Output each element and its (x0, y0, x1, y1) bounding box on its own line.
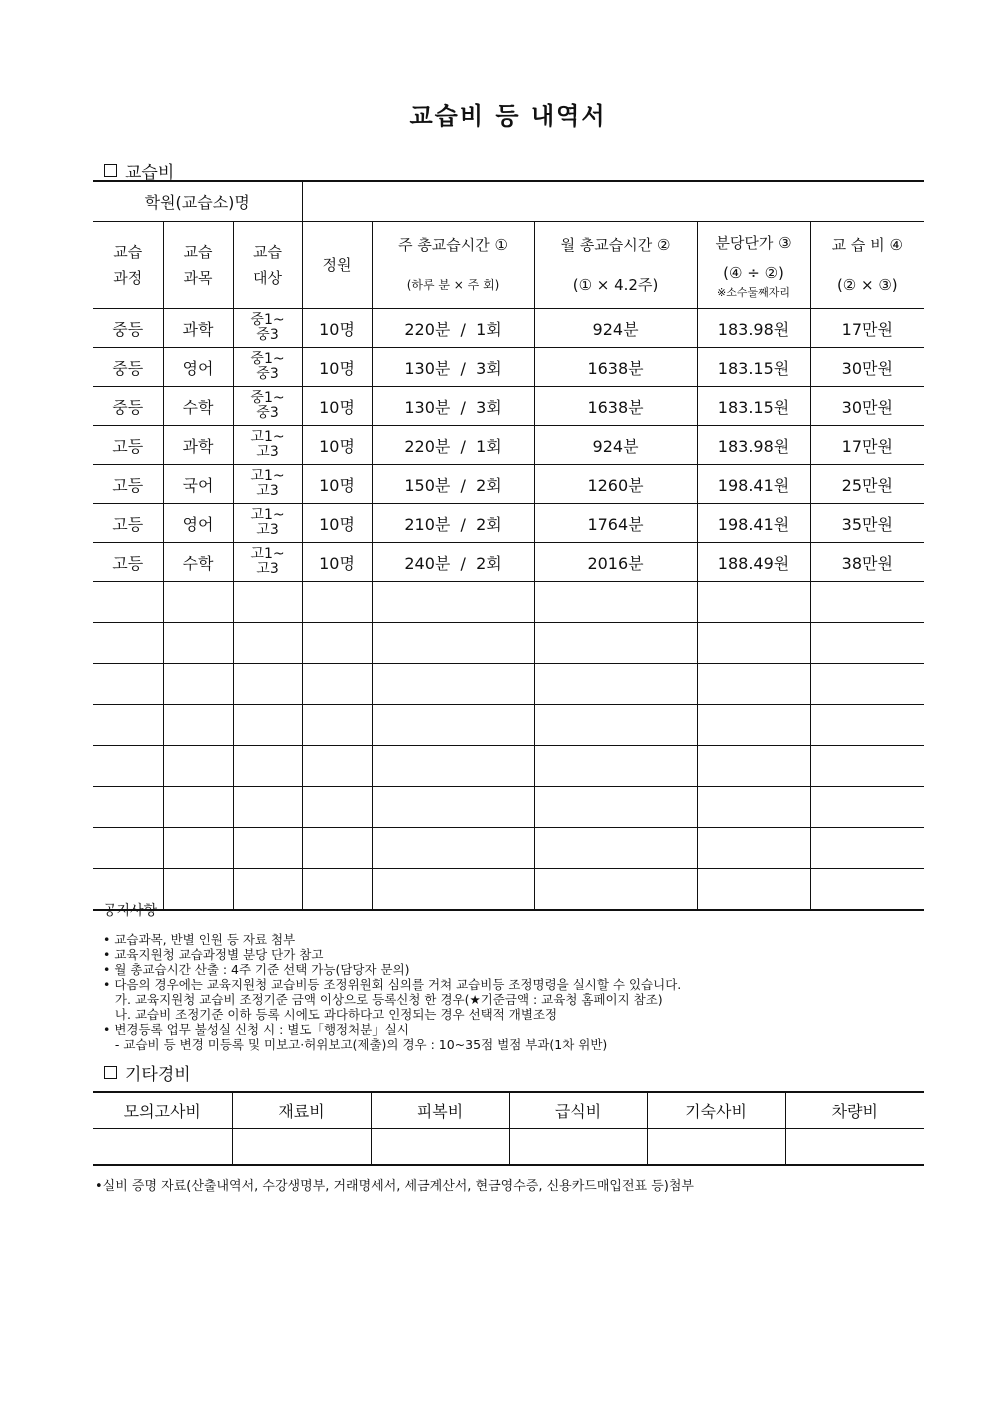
empty-row (93, 787, 924, 828)
table-row: 고등 국어 고1~ 고3 10명 150분 / 2회 1260분 198.41원 25만원 (93, 465, 924, 504)
header-target: 교습 대상 (233, 222, 302, 309)
empty-row (93, 623, 924, 664)
header-mock-exam: 모의고사비 (93, 1092, 232, 1129)
header-weekly-hours: 주 총교습시간 ① (하루 분 × 주 회) (372, 222, 534, 309)
value-meals[interactable] (509, 1129, 647, 1166)
value-dormitory[interactable] (647, 1129, 785, 1166)
empty-row (93, 746, 924, 787)
footnote: •실비 증명 자료(산출내역서, 수강생명부, 거래명세서, 세금계산서, 현금영수증, 신용카드매입전표 등)첨부 (95, 1179, 694, 1194)
section-heading-label: 기타경비 (125, 1065, 191, 1085)
table-row: 고등 과학 고1~ 고3 10명 220분 / 1회 924분 183.98원 17만원 (93, 426, 924, 465)
header-fee: 교 습 비 ④ (② × ③) (810, 222, 924, 309)
notice-line: • 교습과목, 반별 인원 등 자료 첨부 (103, 932, 296, 947)
header-materials: 재료비 (232, 1092, 371, 1129)
section-heading-label: 교습비 (125, 163, 175, 183)
notice-line: • 다음의 경우에는 교육지원청 교습비등 조정위원회 심의를 거쳐 교습비등 조정명령을 실시할 수 있습니다. (103, 977, 682, 992)
header-capacity: 정원 (302, 222, 372, 309)
other-expenses-table (93, 1091, 924, 1166)
value-clothing[interactable] (371, 1129, 509, 1166)
header-course: 교습 과정 (93, 222, 163, 309)
value-mock-exam[interactable] (93, 1129, 232, 1166)
table-row: 중등 영어 중1~ 중3 10명 130분 / 3회 1638분 183.15원 30만원 (93, 348, 924, 387)
header-unit-price: 분당단가 ③ (④ ÷ ②) ※소수둘째자리 (697, 222, 810, 309)
tuition-table (93, 180, 924, 911)
header-monthly-hours: 월 총교습시간 ② (① × 4.2주) (534, 222, 697, 309)
section-heading-other-expenses (104, 1060, 191, 1085)
notice-line: 가. 교육지원청 교습비 조정기준 금액 이상으로 등록신청 한 경우(★기준금액 : 교육청 홈페이지 참조) (103, 992, 663, 1007)
table-row: 고등 수학 고1~ 고3 10명 240분 / 2회 2016분 188.49원 38만원 (93, 543, 924, 582)
header-meals: 급식비 (509, 1092, 647, 1129)
checkbox-square-icon (104, 164, 117, 177)
header-subject: 교습 과목 (163, 222, 233, 309)
empty-row (93, 664, 924, 705)
notice-line: • 월 총교습시간 산출 : 4주 기준 선택 가능(담당자 문의) (103, 962, 410, 977)
header-dormitory: 기숙사비 (647, 1092, 785, 1129)
notice-heading: 공지사항 (103, 903, 158, 919)
academy-name-value[interactable] (302, 181, 924, 222)
checkbox-square-icon (104, 1066, 117, 1079)
notice-line: • 교육지원청 교습과정별 분당 단가 참고 (103, 947, 324, 962)
document-title: 교습비 등 내역서 (409, 102, 607, 130)
table-row: 중등 과학 중1~ 중3 10명 220분 / 1회 924분 183.98원 17만원 (93, 309, 924, 348)
empty-row (93, 582, 924, 623)
notice-line: 나. 교습비 조정기준 이하 등록 시에도 과다하다고 인정되는 경우 선택적 개별조정 (103, 1007, 558, 1022)
header-clothing: 피복비 (371, 1092, 509, 1129)
value-materials[interactable] (232, 1129, 371, 1166)
empty-row (93, 828, 924, 869)
header-vehicle: 차량비 (785, 1092, 924, 1129)
academy-name-label: 학원(교습소)명 (93, 181, 302, 222)
table-row: 중등 수학 중1~ 중3 10명 130분 / 3회 1638분 183.15원 30만원 (93, 387, 924, 426)
empty-row (93, 705, 924, 746)
table-row: 고등 영어 고1~ 고3 10명 210분 / 2회 1764분 198.41원 35만원 (93, 504, 924, 543)
notice-line: • 변경등록 업무 불성실 신청 시 : 별도「행정처분」실시 (103, 1022, 409, 1037)
notice-line: - 교습비 등 변경 미등록 및 미보고·허위보고(제출)의 경우 : 10~35점 벌점 부과(1차 위반) (103, 1037, 608, 1052)
value-vehicle[interactable] (785, 1129, 924, 1166)
notice-block (103, 900, 923, 1052)
